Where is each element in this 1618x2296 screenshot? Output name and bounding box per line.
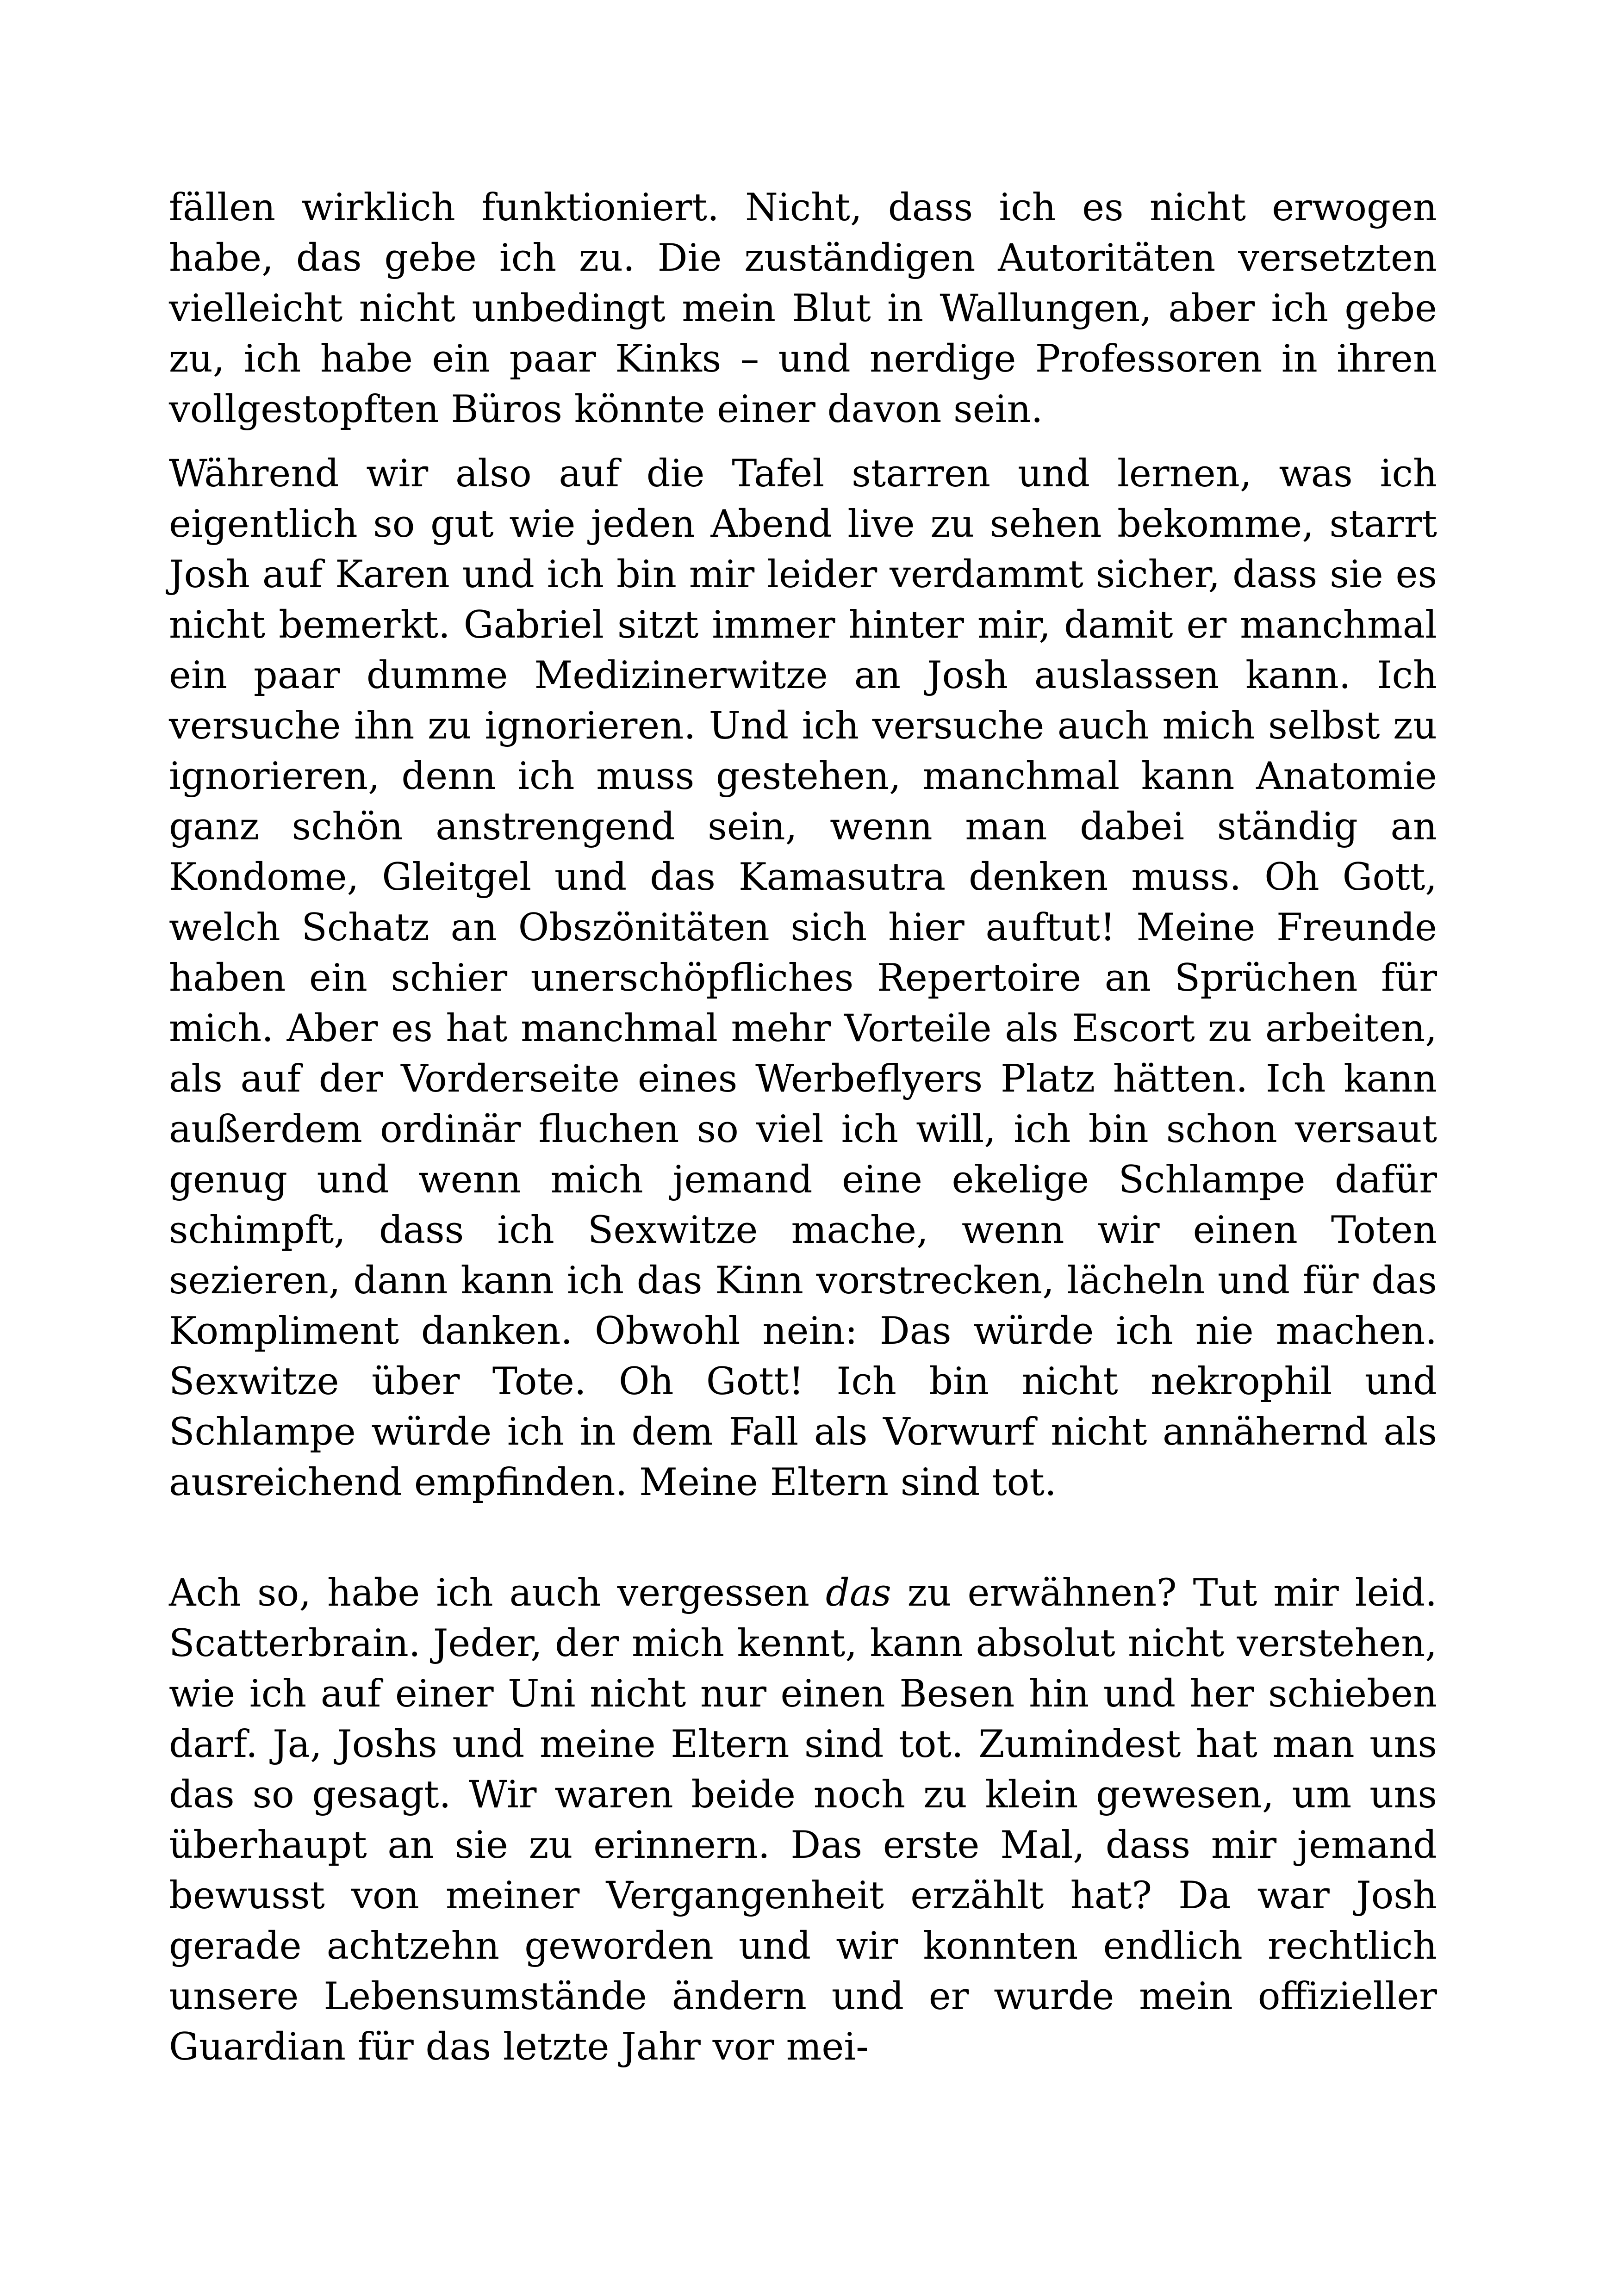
paragraph-2: Während wir also auf die Tafel starren und lernen, was ich eigentlich so gut wie jeden Abend live zu sehen bekomme, starrt Josh auf Karen und ich bin mir leider verdammt sicher, dass sie es nicht bemerkt. Gabriel sitzt immer hinter mir, damit er manchmal ein paar dumme Medizinerwitze an Josh auslassen kann. Ich versuche ihn zu ignorieren. Und ich versuche auch mich selbst zu ignorieren, denn ich muss gestehen, manchmal kann Anatomie ganz schön anstrengend sein, wenn man dabei ständig an Kondome, Gleitgel und das Kamasutra denken muss. Oh Gott, welch Schatz an Obszönitäten sich hier auftut! Meine Freunde haben ein schier unerschöpfliches Repertoire an Sprüchen für mich. Aber es hat manchmal mehr Vorteile als Escort zu arbeiten, als auf der Vorderseite eines Werbeflyers Platz hätten. Ich kann außerdem ordinär fluchen so viel ich will, ich bin schon versaut genug und wenn mich jemand eine ekelige Schlampe dafür schimpft, dass ich Sexwitze mache, wenn wir einen Toten sezieren, dann kann ich das Kinn vorstrecken, lächeln und für das Kompliment danken. Obwohl nein: Das würde ich nie machen. Sexwitze über Tote. Oh Gott! Ich bin nicht nekrophil und Schlampe würde ich in dem Fall als Vorwurf nicht annähernd als ausreichend empfinden. Meine Eltern sind tot.	[169, 452, 1437, 1504]
paragraph-1: fällen wirklich funktioniert. Nicht, dass ich es nicht erwogen habe, das gebe ich zu. Die zuständigen Autoritäten versetzten vielleicht nicht unbedingt mein Blut in Wallungen, aber ich gebe zu, ich habe ein paar Kinks – und nerdige Professoren in ihren vollgestopften Büros könnte einer davon sein.	[169, 186, 1437, 431]
paragraph-3-start: Ach so, habe ich auch vergessen	[169, 1571, 826, 1615]
body-text	[169, 183, 1437, 2073]
paragraph-3	[169, 1568, 1437, 2073]
paragraph-3-emphasis: das	[825, 1571, 891, 1615]
paragraph-3-rest: zu erwähnen? Tut mir leid. Scatterbrain. Jeder, der mich kennt, kann absolut nicht verstehen, wie ich auf einer Uni nicht nur einen Besen hin und her schieben darf. Ja, Joshs und meine Eltern sind tot. Zumindest hat man uns das so gesagt. Wir waren beide noch zu klein gewesen, um uns überhaupt an sie zu erinnern. Das erste Mal, dass mir jemand bewusst von meiner Vergangenheit erzählt hat? Da war Josh gerade achtzehn geworden und wir konnten endlich rechtlich unsere Lebensumstände ändern und er wurde mein offizieller Guardian für das letzte Jahr vor mei-	[169, 1571, 1438, 2069]
